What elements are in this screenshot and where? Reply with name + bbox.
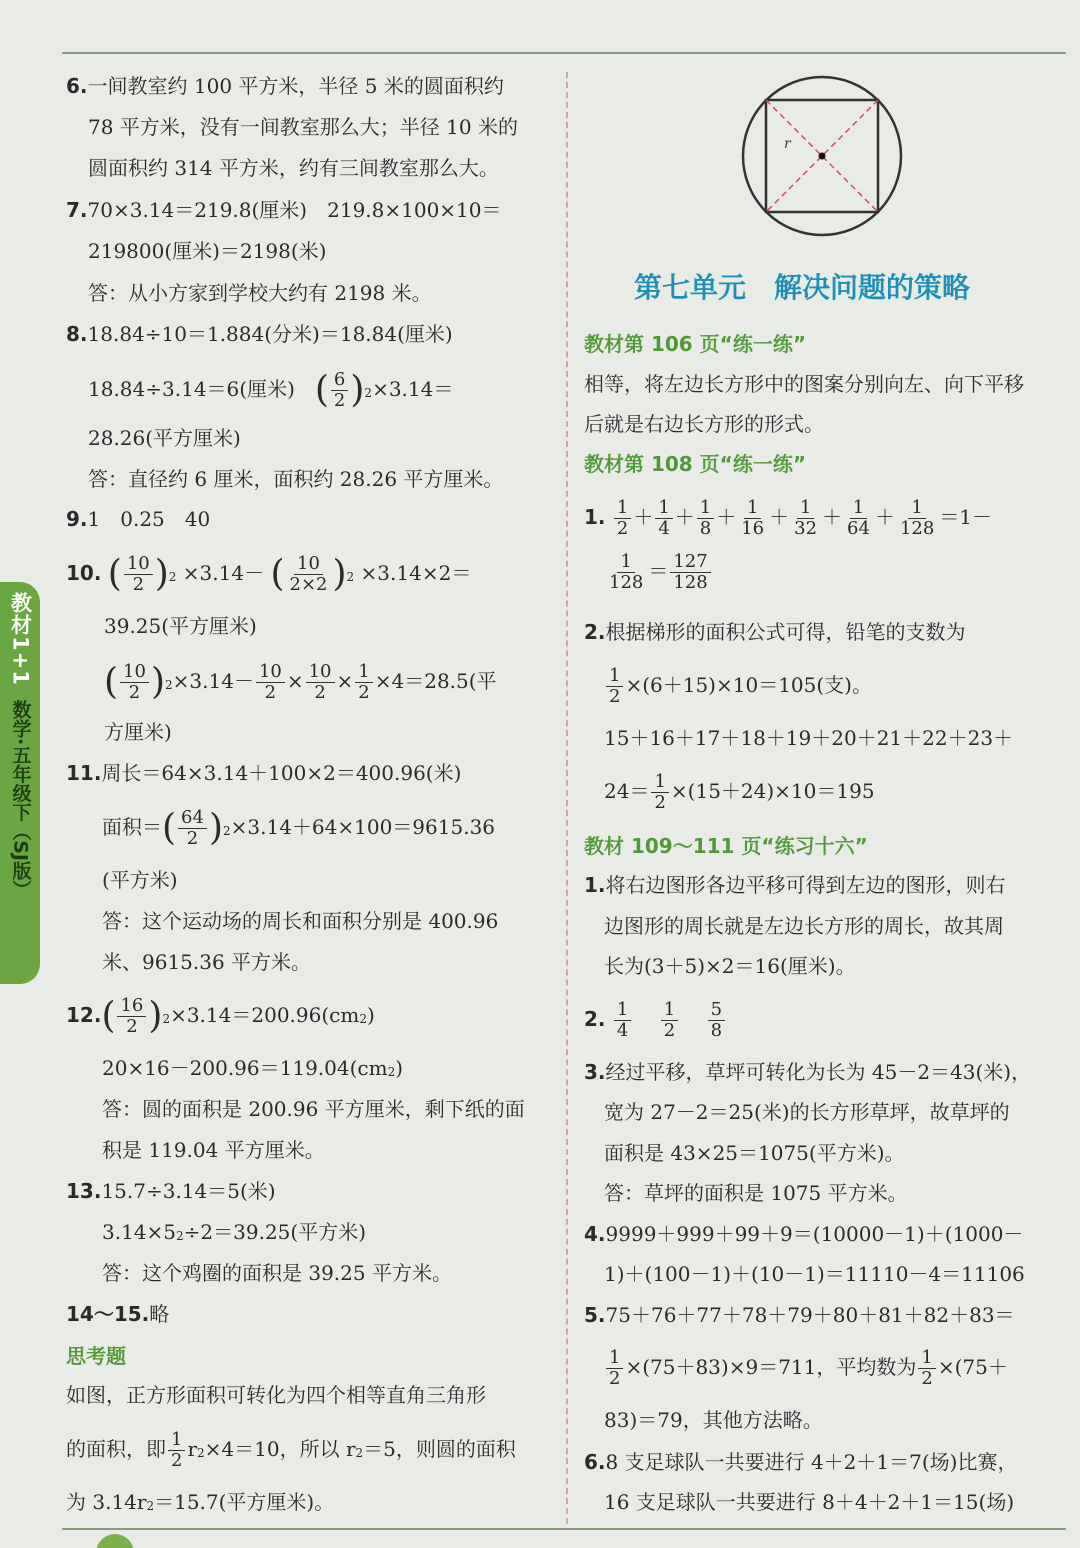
- s3-q3-line-1: 3.经过平移，草坪可转化为长为 45－2＝43(米)，: [584, 1060, 1032, 1084]
- s2-q2-line-2: $\frac{1}{2}$ ×(6＋15)×10＝105(支)。: [604, 658, 872, 712]
- q11-answer-1: 答：这个运动场的周长和面积分别是 400.96: [102, 909, 499, 933]
- q8-line-2: 18.84÷3.14＝6(厘米) ( $\frac{6}{2}$ )$^2$×3.14＝: [88, 369, 454, 411]
- s3-q2: 2. $\frac{1}{4}$ $\frac{1}{2}$ $\frac{5}{8}$: [584, 992, 727, 1046]
- s3-q6-line-2: 16 支足球队一共要进行 8＋4＋2＋1＝15(场): [604, 1490, 1015, 1514]
- s3-q3-line-3: 面积是 43×25＝1075(平方米)。: [604, 1141, 905, 1165]
- q11-answer-2: 米、9615.36 平方米。: [102, 950, 312, 974]
- q10-line-4: 方厘米): [104, 720, 172, 744]
- think-line-2: 的面积，即 $\frac{1}{2}$ $r^2\times 4=10$，所以 $r^2=5$，则圆的面积: [66, 1429, 516, 1471]
- s3-q5-line-3: 83)＝79，其他方法略。: [604, 1408, 823, 1432]
- q13-line-1: 13.15.7÷3.14＝5(米): [66, 1179, 276, 1203]
- s3-q5-line-1: 5.75＋76＋77＋78＋79＋80＋81＋82＋83＝: [584, 1303, 1015, 1327]
- q12-answer-1: 答：圆的面积是 200.96 平方厘米，剩下纸的面: [102, 1097, 525, 1121]
- s3-title: 教材 109～111 页“练习十六”: [584, 834, 868, 858]
- q13-answer: 答：这个鸡圈的面积是 39.25 平方米。: [102, 1261, 452, 1285]
- s3-q3-answer: 答：草坪的面积是 1075 平方米。: [604, 1181, 908, 1205]
- top-rule: [62, 52, 1066, 54]
- q6-line-3: 圆面积约 314 平方米，约有三间教室那么大。: [88, 156, 499, 180]
- q10-line-1: 10. ( $\frac{10}{2}$ )$^2$ ×3.14－ ( $\frac{10}{2\times 2}$ )$^2$ ×3.14×2＝: [66, 553, 472, 595]
- s3-q4-line-2: 1)＋(100－1)＋(10－1)＝11110－4＝11106: [604, 1262, 1025, 1286]
- q13-line-2: $3.14\times 5^2\div 2=39.25$(平方米): [102, 1220, 366, 1244]
- column-divider: [566, 72, 568, 1524]
- q12-answer-2: 积是 119.04 平方厘米。: [102, 1138, 325, 1162]
- bottom-rule: [62, 1528, 1066, 1530]
- side-tab-subject: 数学·五年级下（SJ版）: [9, 699, 32, 899]
- q8-line-3: 28.26(平方厘米): [88, 426, 241, 450]
- q11-line-1: 11.周长＝64×3.14＋100×2＝400.96(米): [66, 761, 462, 785]
- q9: 9.1 0.25 40: [66, 507, 211, 531]
- q8-line-1: 8.18.84÷10＝1.884(分米)＝18.84(厘米): [66, 322, 453, 346]
- page-corner-mark: [96, 1534, 134, 1548]
- s2-q2-line-3: 15＋16＋17＋18＋19＋20＋21＋22＋23＋: [604, 726, 1014, 750]
- q14-15: 14～15.略: [66, 1302, 170, 1326]
- q8-answer: 答：直径约 6 厘米，面积约 28.26 平方厘米。: [88, 467, 504, 491]
- q10-line-3: ( $\frac{10}{2}$ )$^2$×3.14－ $\frac{10}{2}$ × $\frac{10}{2}$ × $\frac{1}{2}$ ×4＝28.5(平: [104, 661, 497, 703]
- q11-line-3: (平方米): [102, 868, 178, 892]
- s3-q1-line-3: 长为(3＋5)×2＝16(厘米)。: [604, 954, 856, 978]
- s3-q1-line-1: 1.将右边图形各边平移可得到左边的图形，则右: [584, 873, 1006, 897]
- s3-q4-line-1: 4.9999＋999＋99＋9＝(10000－1)＋(1000－: [584, 1222, 1024, 1246]
- s1-title: 教材第 106 页“练一练”: [584, 332, 806, 356]
- s2-q1-line-2: $\frac{1}{128}$ ＝ $\frac{127}{128}$: [604, 544, 713, 598]
- q11-line-2: 面积＝( $\frac{64}{2}$ )$^2$×3.14＋64×100＝9615.36: [102, 807, 496, 849]
- s1-line-1: 相等，将左边长方形中的图案分别向左、向下平移: [584, 372, 1024, 396]
- think-line-3: 为 $3.14r^2=15.7$(平方厘米)。: [66, 1490, 335, 1514]
- s3-q1-line-2: 边图形的周长就是左边长方形的周长，故其周: [604, 914, 1004, 938]
- q6-line-1: 6.一间教室约 100 平方米，半径 5 米的圆面积约: [66, 74, 504, 98]
- side-tab: [0, 582, 40, 984]
- side-tab-book: 教材1+1: [8, 592, 33, 686]
- q10-line-2: 39.25(平方厘米): [104, 614, 257, 638]
- s3-q3-line-2: 宽为 27－2＝25(米)的长方形草坪，故草坪的: [604, 1100, 1010, 1124]
- q12-line-1: 12.( $\frac{16}{2}$ )$^2\times 3.14=200.96(cm^2)$: [66, 995, 375, 1037]
- s2-q1-line-1: 1. $\frac{1}{2}$ ＋ $\frac{1}{4}$ ＋ $\frac{1}{8}$ ＋ $\frac{1}{16}$ ＋ $\frac{1}{32}$ ＋ $\frac{1}{64}$ ＋ $\frac{1}{128}$ ＝1－: [584, 497, 993, 539]
- q6-line-2: 78 平方米，没有一间教室那么大；半径 10 米的: [88, 115, 518, 139]
- think-title: 思考题: [66, 1344, 126, 1368]
- radius-label: r: [784, 136, 791, 152]
- circle-square-figure: [740, 74, 904, 238]
- q7-line-1: 7.70×3.14＝219.8(厘米) 219.8×100×10＝: [66, 198, 502, 222]
- s3-q6-line-1: 6.8 支足球队一共要进行 4＋2＋1＝7(场)比赛，: [584, 1450, 1018, 1474]
- q7-answer: 答：从小方家到学校大约有 2198 米。: [88, 281, 432, 305]
- q12-line-2: $20\times 16-200.96=119.04(cm^2)$: [102, 1056, 404, 1080]
- q7-line-2: 219800(厘米)＝2198(米): [88, 239, 327, 263]
- s1-line-2: 后就是右边长方形的形式。: [584, 412, 824, 436]
- s3-q5-line-2: $\frac{1}{2}$ ×(75＋83)×9＝711，平均数为 $\frac{1}{2}$ ×(75＋: [604, 1340, 1008, 1394]
- s2-title: 教材第 108 页“练一练”: [584, 452, 806, 476]
- unit-title: 第七单元 解决问题的策略: [634, 271, 971, 304]
- s2-q2-line-4: 24＝ $\frac{1}{2}$ ×(15＋24)×10＝195: [604, 771, 875, 813]
- s2-q2-line-1: 2.根据梯形的面积公式可得，铅笔的支数为: [584, 620, 966, 644]
- think-line-1: 如图，正方形面积可转化为四个相等直角三角形: [66, 1383, 486, 1407]
